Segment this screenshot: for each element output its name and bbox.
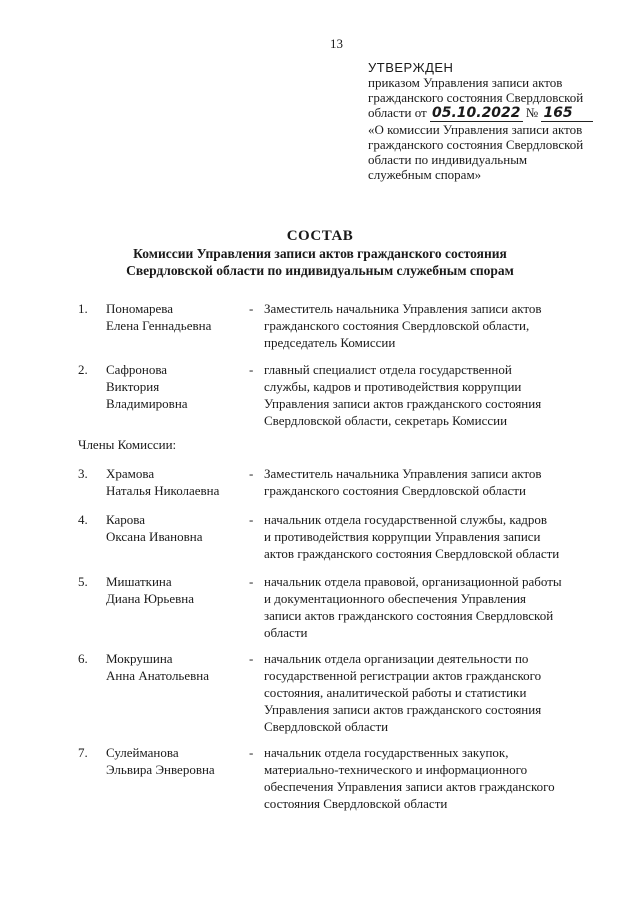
position-line: и противодействия коррупции Управления записи <box>264 529 541 544</box>
person-position <box>264 361 609 429</box>
approval-quote-1: «О комиссии Управления записи актов <box>368 122 583 137</box>
position-line: состояния, аналитической работы и статистики <box>264 685 527 700</box>
approval-line-2: гражданского состояния Свердловской <box>368 90 584 105</box>
person-surname: Мокрушина <box>106 651 173 666</box>
position-line: начальник отдела правовой, организационной работы <box>264 574 562 589</box>
position-line: главный специалист отдела государственной <box>264 362 512 377</box>
approval-date-prefix: области от <box>368 105 427 120</box>
person-number: 3. <box>78 466 88 481</box>
person-number: 6. <box>78 651 88 666</box>
position-line: актов гражданского состояния Свердловской области <box>264 546 560 561</box>
person-position <box>264 300 609 351</box>
approval-quote-3: области по индивидуальным <box>368 152 528 167</box>
approval-number-sign: № <box>525 105 539 120</box>
position-line: председатель Комиссии <box>264 335 396 350</box>
person-given-names: Диана Юрьевна <box>106 591 194 606</box>
person-surname: Мишаткина <box>106 574 172 589</box>
person-position <box>264 573 609 641</box>
person-name <box>106 511 246 545</box>
person-position <box>264 744 609 812</box>
person-surname: Карова <box>106 512 146 527</box>
person-number: 5. <box>78 574 88 589</box>
approval-quote-4: служебным спорам» <box>368 167 482 182</box>
position-line: Свердловской области <box>264 719 389 734</box>
dash-separator: - <box>249 466 254 481</box>
position-line: записи актов гражданского состояния Свердловской <box>264 608 554 623</box>
document-title: СОСТАВ <box>286 228 354 244</box>
position-line: начальник отдела государственной службы, кадров <box>264 512 548 527</box>
approval-heading: УТВЕРЖДЕН <box>368 60 454 75</box>
person-name <box>106 465 246 499</box>
approval-date-line <box>368 105 618 122</box>
person-surname: Пономарева <box>106 301 174 316</box>
dash-separator: - <box>249 362 254 377</box>
position-line: состояния Свердловской области <box>264 796 448 811</box>
person-name <box>106 744 246 778</box>
dash-separator: - <box>249 651 254 666</box>
person-surname: Сафронова <box>106 362 168 377</box>
position-line: гражданского состояния Свердловской области, <box>264 318 530 333</box>
person-name <box>106 650 246 684</box>
page-number: 13 <box>330 36 343 51</box>
position-line: службы, кадров и противодействия коррупции <box>264 379 522 394</box>
position-line: материально-технического и информационного <box>264 762 528 777</box>
person-number: 7. <box>78 745 88 760</box>
dash-separator: - <box>249 512 254 527</box>
approval-number: 165 <box>543 105 573 121</box>
position-line: Заместитель начальника Управления записи актов <box>264 466 542 481</box>
position-line: Свердловской области, секретарь Комиссии <box>264 413 508 428</box>
position-line: Заместитель начальника Управления записи актов <box>264 301 542 316</box>
dash-separator: - <box>249 301 254 316</box>
person-given-names: Елена Геннадьевна <box>106 318 212 333</box>
person-given-names: Эльвира Энверовна <box>106 762 215 777</box>
position-line: государственной регистрации актов гражданского <box>264 668 542 683</box>
person-name <box>106 573 246 607</box>
dash-separator: - <box>249 574 254 589</box>
document-subtitle-2: Свердловской области по индивидуальным служебным спорам <box>126 263 514 278</box>
person-name <box>106 300 246 334</box>
approval-block <box>368 60 618 182</box>
approval-line-1: приказом Управления записи актов <box>368 75 563 90</box>
approval-date: 05.10.2022 <box>431 105 521 121</box>
position-line: Управления записи актов гражданского состояния <box>264 396 542 411</box>
document-subtitle-1: Комиссии Управления записи актов гражданского состояния <box>133 246 507 261</box>
position-line: и документационного обеспечения Управления <box>264 591 526 606</box>
person-name <box>106 361 246 412</box>
position-line: Управления записи актов гражданского состояния <box>264 702 542 717</box>
person-position <box>264 511 609 562</box>
position-line: обеспечения Управления записи актов гражданского <box>264 779 555 794</box>
person-given-names: Оксана Ивановна <box>106 529 203 544</box>
approval-quote-2: гражданского состояния Свердловской <box>368 137 584 152</box>
person-number: 4. <box>78 512 88 527</box>
person-position <box>264 650 609 735</box>
members-label: Члены Комиссии: <box>78 437 177 452</box>
dash-separator: - <box>249 745 254 760</box>
person-surname: Сулейманова <box>106 745 179 760</box>
person-given-names: Анна Анатольевна <box>106 668 209 683</box>
position-line: области <box>264 625 308 640</box>
person-position <box>264 465 609 499</box>
position-line: начальник отдела организации деятельности по <box>264 651 529 666</box>
person-surname: Храмова <box>106 466 155 481</box>
person-given-names: Наталья Николаевна <box>106 483 220 498</box>
position-line: гражданского состояния Свердловской области <box>264 483 526 498</box>
person-number: 1. <box>78 301 88 316</box>
position-line: начальник отдела государственных закупок, <box>264 745 509 760</box>
person-number: 2. <box>78 362 88 377</box>
person-given-name: Виктория <box>106 379 160 394</box>
person-patronymic: Владимировна <box>106 396 188 411</box>
